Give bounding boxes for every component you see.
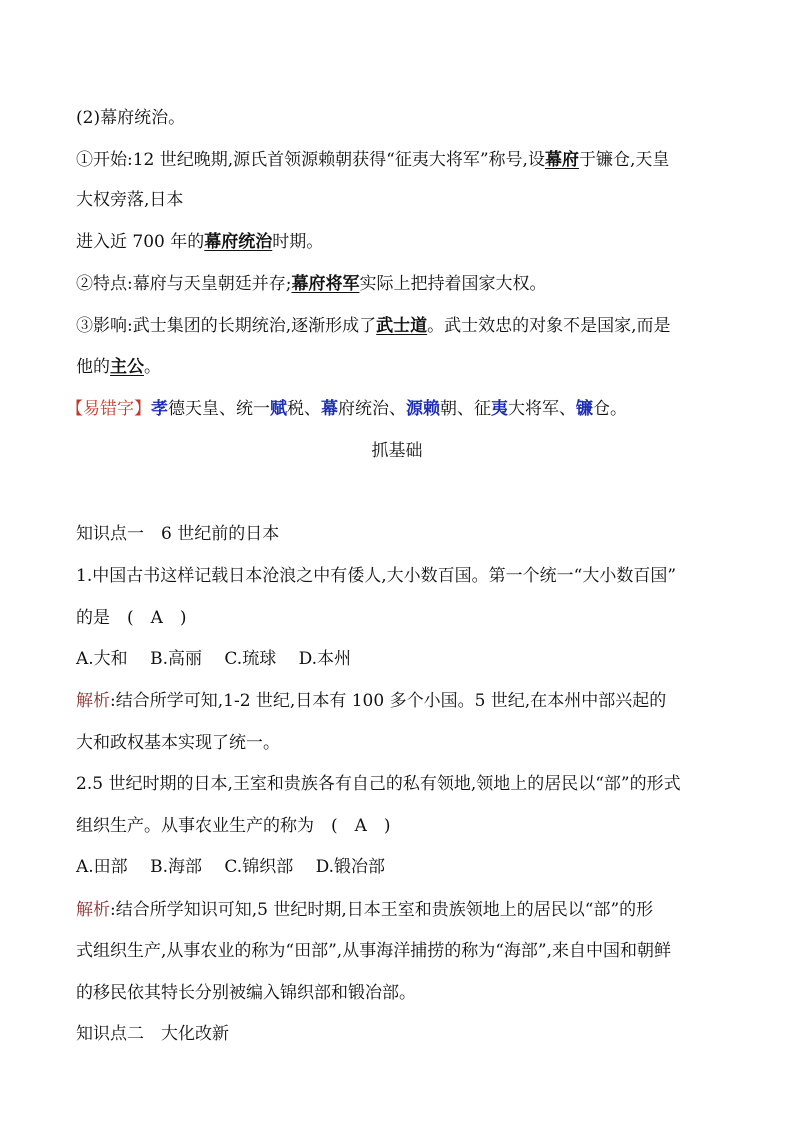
question-1-options: A.大和 B.高丽 C.琉球 D.本州 <box>76 649 352 669</box>
knowledge-point-1-title: 知识点一 6 世纪前的日本 <box>76 524 280 544</box>
text: 大将军、 <box>508 399 576 419</box>
text: :结合所学知识可知,5 世纪时期,日本王室和贵族领地上的居民以“部”的形 <box>110 900 654 920</box>
key-term: 主公 <box>110 357 144 377</box>
typo-note <box>66 398 716 420</box>
text: :结合所学可知,1-2 世纪,日本有 100 多个小国。5 世纪,在本州中部兴起的 <box>110 691 667 711</box>
section-heading: (2)幕府统治。 <box>76 108 186 128</box>
analysis-label: 解析 <box>76 691 110 711</box>
question-2-stem-cont: 组织生产。从事农业生产的称为 ( A ) <box>76 816 391 836</box>
question-1-analysis-cont: 大和政权基本实现了统一。 <box>76 733 280 753</box>
paragraph-shogunate <box>76 231 726 253</box>
paragraph-start-cont: 大权旁落,日本 <box>76 190 184 210</box>
text: 德天皇、统一 <box>168 399 270 419</box>
typo-char: 源赖 <box>406 399 440 419</box>
question-2-analysis <box>76 899 726 921</box>
paragraph-influence <box>76 315 726 337</box>
text: 府统治、 <box>338 399 406 419</box>
paragraph-influence-cont <box>76 356 726 378</box>
key-term: 幕府将军 <box>291 274 360 294</box>
text: 税、 <box>287 399 321 419</box>
text: 。武士效忠的对象不是国家,而是 <box>427 316 671 336</box>
question-1-analysis <box>76 690 726 712</box>
question-1-stem-cont: 的是 ( A ) <box>76 608 187 628</box>
question-2-analysis-cont-2: 的移民依其特长分别被编入锦织部和锻冶部。 <box>76 983 416 1003</box>
text: 时期。 <box>272 232 324 252</box>
text: 仓。 <box>593 399 627 419</box>
analysis-label: 解析 <box>76 900 110 920</box>
typo-char: 孝 <box>151 399 168 419</box>
question-1-stem: 1.中国古书这样记载日本沧浪之中有倭人,大小数百国。第一个统一“大小数百国” <box>76 566 677 586</box>
typo-char: 镰 <box>576 399 593 419</box>
text: 于镰仓,天皇 <box>578 150 670 170</box>
question-2-stem: 2.5 世纪时期的日本,王室和贵族各有自己的私有领地,领地上的居民以“部”的形式 <box>76 774 681 794</box>
typo-label: 【易错字】 <box>66 399 151 419</box>
question-2-options: A.田部 B.海部 C.锦织部 D.锻冶部 <box>76 857 386 877</box>
paragraph-feature <box>76 273 726 295</box>
text: 进入近 700 年的 <box>76 232 205 252</box>
typo-char: 幕 <box>321 399 338 419</box>
text: ②特点:幕府与天皇朝廷并存; <box>76 274 292 294</box>
typo-char: 赋 <box>270 399 287 419</box>
text: ①开始:12 世纪晚期,源氏首领源赖朝获得“征夷大将军”称号,设 <box>76 150 545 170</box>
question-2-analysis-cont: 式组织生产,从事农业的称为“田部”,从事海洋捕捞的称为“海部”,来自中国和朝鲜 <box>76 941 671 961</box>
text: 朝、征 <box>440 399 491 419</box>
key-term: 幕府 <box>544 150 579 170</box>
key-term: 幕府统治 <box>204 232 273 252</box>
text: 。 <box>144 357 161 377</box>
key-term: 武士道 <box>376 316 428 336</box>
basics-title: 抓基础 <box>371 441 423 461</box>
paragraph-start <box>76 149 726 171</box>
text: 他的 <box>76 357 110 377</box>
text: ③影响:武士集团的长期统治,逐渐形成了 <box>76 316 377 336</box>
text: 实际上把持着国家大权。 <box>359 274 547 294</box>
knowledge-point-2-title: 知识点二 大化改新 <box>76 1024 229 1044</box>
typo-char: 夷 <box>491 399 508 419</box>
